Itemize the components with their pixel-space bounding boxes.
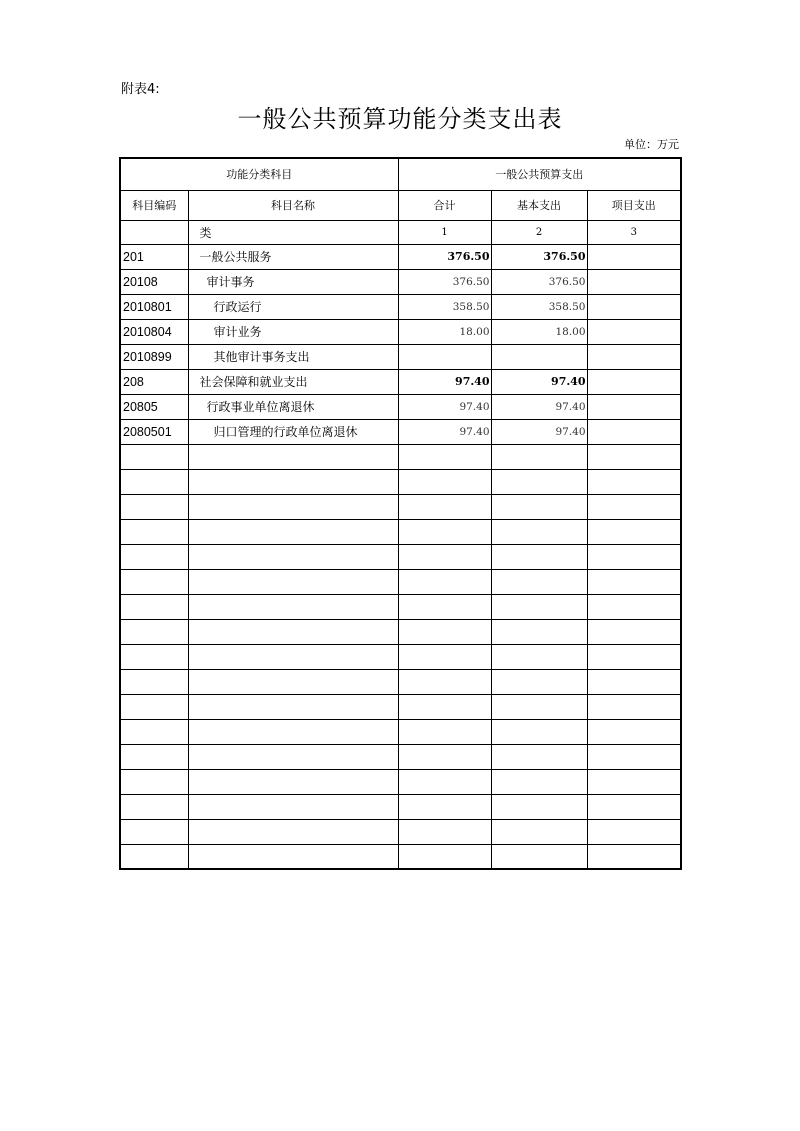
row-project (587, 369, 681, 394)
empty-row (120, 444, 681, 469)
category-label: 类 (188, 220, 398, 244)
table-row (120, 294, 681, 319)
row-name: 一般公共服务 (188, 244, 398, 269)
empty-cell (491, 444, 587, 469)
empty-cell (188, 619, 398, 644)
empty-cell (188, 669, 398, 694)
seq-basic: 2 (491, 220, 587, 244)
empty-cell (587, 494, 681, 519)
table-row (120, 344, 681, 369)
empty-cell (120, 644, 188, 669)
empty-cell (398, 669, 491, 694)
empty-cell (491, 519, 587, 544)
row-total: 97.40 (398, 369, 491, 394)
row-project (587, 294, 681, 319)
empty-cell (587, 469, 681, 494)
empty-cell (188, 544, 398, 569)
empty-cell (120, 494, 188, 519)
row-code: 2010899 (120, 344, 188, 369)
row-basic (491, 344, 587, 369)
empty-cell (398, 644, 491, 669)
row-total: 358.50 (398, 294, 491, 319)
empty-cell (491, 769, 587, 794)
empty-cell (188, 444, 398, 469)
header-project-expenditure: 项目支出 (587, 190, 681, 220)
empty-row (120, 469, 681, 494)
row-name: 社会保障和就业支出 (188, 369, 398, 394)
row-name: 其他审计事务支出 (188, 344, 398, 369)
header-functional-subjects: 功能分类科目 (120, 158, 398, 190)
empty-cell (398, 769, 491, 794)
row-total: 97.40 (398, 419, 491, 444)
table-row (120, 319, 681, 344)
empty-cell (491, 544, 587, 569)
empty-cell (587, 619, 681, 644)
empty-cell (120, 569, 188, 594)
row-name: 审计业务 (188, 319, 398, 344)
empty-cell (491, 644, 587, 669)
empty-cell (587, 694, 681, 719)
empty-cell (188, 469, 398, 494)
empty-cell (398, 519, 491, 544)
row-project (587, 244, 681, 269)
empty-cell (587, 769, 681, 794)
empty-row (120, 694, 681, 719)
empty-cell (398, 694, 491, 719)
row-name: 审计事务 (188, 269, 398, 294)
row-basic: 358.50 (491, 294, 587, 319)
empty-cell (398, 569, 491, 594)
table-row (120, 394, 681, 419)
empty-cell (120, 744, 188, 769)
row-code: 2010804 (120, 319, 188, 344)
row-code: 2010801 (120, 294, 188, 319)
row-total: 376.50 (398, 244, 491, 269)
empty-cell (491, 744, 587, 769)
empty-cell (398, 719, 491, 744)
empty-cell (120, 794, 188, 819)
row-project (587, 319, 681, 344)
empty-cell (188, 644, 398, 669)
empty-cell (587, 444, 681, 469)
empty-row (120, 644, 681, 669)
empty-row (120, 769, 681, 794)
header-subject-name: 科目名称 (188, 190, 398, 220)
empty-cell (398, 594, 491, 619)
empty-row (120, 844, 681, 869)
empty-cell (188, 569, 398, 594)
row-code: 2080501 (120, 419, 188, 444)
row-basic: 97.40 (491, 419, 587, 444)
empty-cell (398, 444, 491, 469)
empty-cell (491, 619, 587, 644)
empty-cell (398, 794, 491, 819)
row-code: 20108 (120, 269, 188, 294)
appendix-label: 附表4: (121, 82, 160, 97)
empty-cell (587, 844, 681, 869)
empty-cell (587, 669, 681, 694)
empty-row (120, 519, 681, 544)
empty-cell (120, 619, 188, 644)
row-basic: 97.40 (491, 369, 587, 394)
empty-cell (587, 719, 681, 744)
expenditure-table (119, 157, 682, 870)
row-total: 18.00 (398, 319, 491, 344)
empty-cell (120, 694, 188, 719)
empty-cell (188, 694, 398, 719)
row-project (587, 419, 681, 444)
page-title: 一般公共预算功能分类支出表 (237, 105, 563, 133)
empty-row (120, 494, 681, 519)
empty-cell (120, 844, 188, 869)
empty-cell (120, 544, 188, 569)
row-basic: 18.00 (491, 319, 587, 344)
empty-cell (188, 794, 398, 819)
empty-cell (188, 744, 398, 769)
empty-cell (491, 594, 587, 619)
row-total: 376.50 (398, 269, 491, 294)
empty-cell (491, 469, 587, 494)
row-project (587, 269, 681, 294)
empty-row (120, 819, 681, 844)
empty-row (120, 744, 681, 769)
empty-cell (587, 744, 681, 769)
empty-row (120, 619, 681, 644)
seq-project: 3 (587, 220, 681, 244)
empty-row (120, 794, 681, 819)
header-row-columns (120, 190, 681, 220)
row-basic: 376.50 (491, 244, 587, 269)
empty-cell (587, 644, 681, 669)
empty-cell (491, 694, 587, 719)
seq-total: 1 (398, 220, 491, 244)
row-name: 归口管理的行政单位离退休 (188, 419, 398, 444)
empty-cell (188, 819, 398, 844)
empty-cell (120, 519, 188, 544)
empty-cell (491, 569, 587, 594)
header-basic-expenditure: 基本支出 (491, 190, 587, 220)
empty-cell (587, 519, 681, 544)
row-basic: 376.50 (491, 269, 587, 294)
empty-cell (120, 469, 188, 494)
row-code: 201 (120, 244, 188, 269)
row-project (587, 394, 681, 419)
empty-cell (398, 844, 491, 869)
empty-cell (491, 819, 587, 844)
empty-cell (587, 819, 681, 844)
row-project (587, 344, 681, 369)
header-general-budget-expenditure: 一般公共预算支出 (398, 158, 681, 190)
header-row-sequence (120, 220, 681, 244)
header-row-group (120, 158, 681, 190)
empty-cell (120, 819, 188, 844)
empty-cell (587, 544, 681, 569)
empty-cell (188, 519, 398, 544)
empty-cell (587, 594, 681, 619)
empty-cell (188, 769, 398, 794)
row-basic: 97.40 (491, 394, 587, 419)
row-total (398, 344, 491, 369)
empty-cell (120, 444, 188, 469)
row-code: 208 (120, 369, 188, 394)
empty-cell (188, 719, 398, 744)
empty-cell (188, 844, 398, 869)
table-row (120, 419, 681, 444)
table-row (120, 269, 681, 294)
empty-row (120, 669, 681, 694)
table-row (120, 369, 681, 394)
empty-cell (587, 794, 681, 819)
row-total: 97.40 (398, 394, 491, 419)
empty-cell (398, 494, 491, 519)
empty-row (120, 569, 681, 594)
empty-cell (491, 669, 587, 694)
empty-row (120, 544, 681, 569)
empty-cell (120, 719, 188, 744)
empty-cell (491, 494, 587, 519)
header-total: 合计 (398, 190, 491, 220)
empty-row (120, 719, 681, 744)
unit-label: 单位：万元 (624, 138, 679, 151)
empty-cell (491, 844, 587, 869)
empty-cell (188, 494, 398, 519)
empty-cell (491, 794, 587, 819)
empty-cell (398, 469, 491, 494)
row-name: 行政事业单位离退休 (188, 394, 398, 419)
empty-cell (120, 594, 188, 619)
row-code: 20805 (120, 394, 188, 419)
empty-cell (398, 819, 491, 844)
empty-cell (398, 544, 491, 569)
empty-cell (587, 569, 681, 594)
empty-cell (120, 669, 188, 694)
empty-cell (398, 619, 491, 644)
empty-cell (491, 719, 587, 744)
empty-row (120, 594, 681, 619)
empty-cell (398, 744, 491, 769)
empty-cell (120, 769, 188, 794)
empty-cell (188, 594, 398, 619)
row-name: 行政运行 (188, 294, 398, 319)
header-subject-code: 科目编码 (120, 190, 188, 220)
table-row (120, 244, 681, 269)
